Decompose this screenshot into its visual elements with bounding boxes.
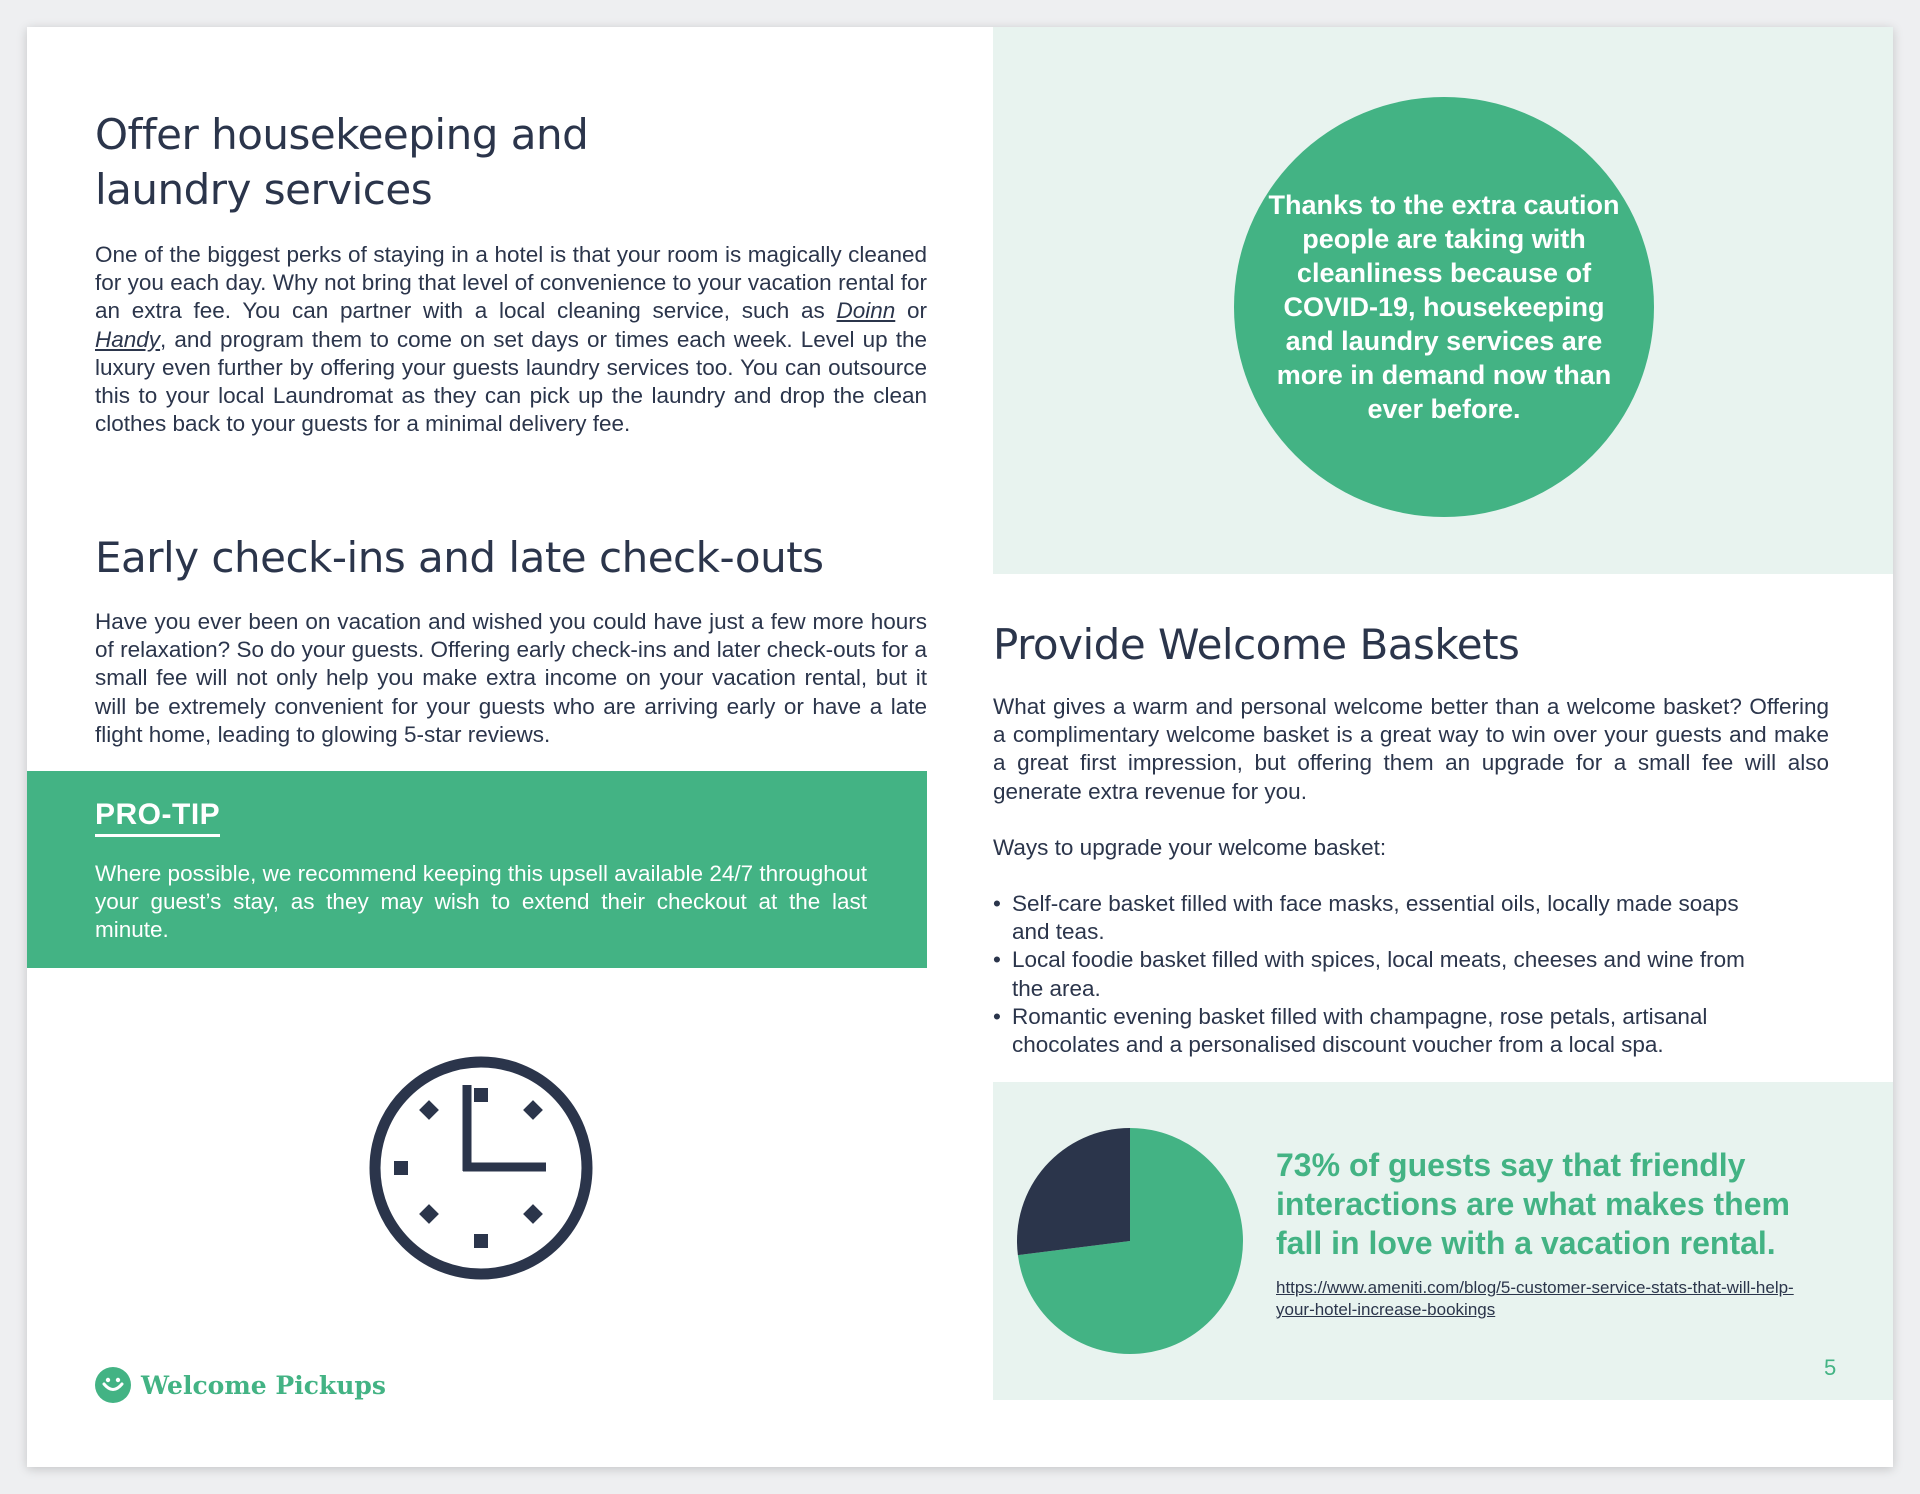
pie-chart (1015, 1126, 1245, 1356)
doinn-link[interactable]: Doinn (836, 298, 896, 324)
pie-slice-1 (1017, 1128, 1130, 1255)
upgrade-subheading: Ways to upgrade your welcome basket: (993, 835, 1387, 860)
brochure-page (27, 27, 1893, 1467)
clock-icon (364, 1051, 598, 1285)
welcome-pickups-logo-icon (95, 1367, 131, 1403)
pro-tip-box (27, 771, 927, 968)
list-item: • Romantic evening basket filled with champagne, rose petals, artisanal chocolates and a personalised discount voucher from a local spa. (993, 1003, 1753, 1059)
pro-tip-title: PRO-TIP (95, 798, 220, 837)
handy-link[interactable]: Handy (95, 326, 161, 352)
welcome-baskets-heading: Provide Welcome Baskets (993, 620, 1520, 669)
stat-text: 73% of guests say that friendly interactions are what makes them fall in love with a vacation rental. (1276, 1147, 1790, 1261)
quote-circle (1234, 97, 1654, 517)
page-number: 5 (1824, 1355, 1837, 1380)
pro-tip-text: Where possible, we recommend keeping this upsell available 24/7 throughout your guest’s stay, as they may wish to extend their checkout at the last minute. (95, 861, 867, 943)
checkins-heading: Early check-ins and late check-outs (95, 533, 824, 582)
checkins-paragraph: Have you ever been on vacation and wished you could have just a few more hours of relaxation? So do your guests. Offering early check-ins and later check-outs for a small fee will not only help you make extra income on your vacation rental, but it will be extremely convenient for your guests who are arriving early or have a late flight home, leading to glowing 5-star reviews. (95, 609, 927, 747)
quote-panel (993, 27, 1893, 574)
upgrade-list (993, 890, 1753, 1059)
source-link[interactable]: https://www.ameniti.com/blog/5-customer-service-stats-that-will-help-your-hotel-increase-bookings (1276, 1278, 1794, 1319)
housekeeping-heading: Offer housekeeping and laundry services (95, 110, 589, 214)
housekeeping-text-or: or (895, 298, 927, 324)
welcome-baskets-paragraph: What gives a warm and personal welcome better than a welcome basket? Offering a complimentary welcome basket is a great way to win over your guests and make a great first impression, but offering them an upgrade for a small fee will also generate extra revenue for you. (993, 694, 1829, 804)
list-item: • Self-care basket filled with face masks, essential oils, locally made soaps and teas. (993, 890, 1753, 946)
brand-footer (95, 1367, 386, 1403)
quote-text: Thanks to the extra caution people are taking with cleanliness because of COVID-19, housekeeping and laundry services are more in demand now than ever before. (1268, 190, 1620, 424)
housekeeping-text-start: One of the biggest perks of staying in a hotel is that your room is magically cleaned for you each day. Why not bring that level of convenience to your vacation rental for an extra fee. You can partner with a local cleaning service, such as (95, 242, 927, 324)
pro-tip-title-wrap (95, 798, 220, 837)
housekeeping-text-end: , and program them to come on set days or times each week. Level up the luxury even further by offering your guests laundry services too. You can outsource this to your local Laundromat as they can pick up the laundry and drop the clean clothes back to your guests for a minimal delivery fee. (95, 326, 927, 437)
housekeeping-paragraph (95, 241, 927, 438)
stat-panel (993, 1082, 1893, 1400)
brand-name: Welcome Pickups (141, 1370, 386, 1400)
list-item: • Local foodie basket filled with spices, local meats, cheeses and wine from the area. (993, 946, 1753, 1002)
